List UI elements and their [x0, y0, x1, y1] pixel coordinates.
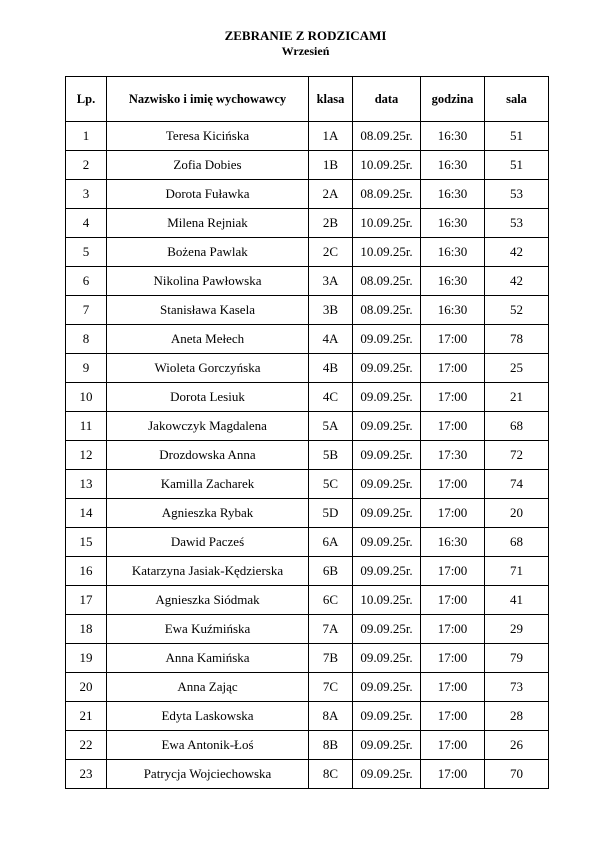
cell-lp: 1: [66, 122, 107, 151]
cell-class: 2A: [309, 180, 353, 209]
table-row: [66, 760, 549, 789]
meetings-table: [65, 76, 549, 789]
cell-time: 16:30: [421, 296, 485, 325]
cell-class: 5B: [309, 441, 353, 470]
cell-time: 17:00: [421, 325, 485, 354]
header-room: sala: [485, 77, 549, 122]
cell-date: 09.09.25r.: [353, 702, 421, 731]
table-row: [66, 296, 549, 325]
cell-room: 70: [485, 760, 549, 789]
cell-date: 10.09.25r.: [353, 238, 421, 267]
cell-lp: 17: [66, 586, 107, 615]
header-lp: Lp.: [66, 77, 107, 122]
cell-room: 68: [485, 412, 549, 441]
cell-time: 16:30: [421, 151, 485, 180]
cell-class: 5A: [309, 412, 353, 441]
cell-teacher: Anna Kamińska: [107, 644, 309, 673]
table-row: [66, 731, 549, 760]
cell-class: 4A: [309, 325, 353, 354]
cell-teacher: Agnieszka Rybak: [107, 499, 309, 528]
cell-room: 51: [485, 122, 549, 151]
cell-lp: 12: [66, 441, 107, 470]
cell-time: 17:00: [421, 470, 485, 499]
cell-room: 74: [485, 470, 549, 499]
cell-teacher: Nikolina Pawłowska: [107, 267, 309, 296]
cell-time: 17:00: [421, 760, 485, 789]
table-row: [66, 673, 549, 702]
cell-date: 09.09.25r.: [353, 673, 421, 702]
table-row: [66, 470, 549, 499]
cell-class: 4B: [309, 354, 353, 383]
table-row: [66, 412, 549, 441]
cell-time: 17:00: [421, 731, 485, 760]
cell-class: 2B: [309, 209, 353, 238]
table-row: [66, 122, 549, 151]
cell-date: 09.09.25r.: [353, 760, 421, 789]
cell-date: 10.09.25r.: [353, 151, 421, 180]
cell-time: 17:00: [421, 702, 485, 731]
cell-class: 8C: [309, 760, 353, 789]
cell-teacher: Dorota Lesiuk: [107, 383, 309, 412]
cell-date: 09.09.25r.: [353, 644, 421, 673]
table-row: [66, 702, 549, 731]
cell-lp: 9: [66, 354, 107, 383]
cell-room: 79: [485, 644, 549, 673]
cell-teacher: Kamilla Zacharek: [107, 470, 309, 499]
cell-time: 16:30: [421, 238, 485, 267]
cell-teacher: Anna Zając: [107, 673, 309, 702]
table-row: [66, 354, 549, 383]
cell-lp: 14: [66, 499, 107, 528]
cell-lp: 22: [66, 731, 107, 760]
cell-time: 16:30: [421, 528, 485, 557]
cell-time: 17:30: [421, 441, 485, 470]
cell-time: 16:30: [421, 180, 485, 209]
cell-date: 08.09.25r.: [353, 296, 421, 325]
table-row: [66, 499, 549, 528]
cell-teacher: Dawid Pacześ: [107, 528, 309, 557]
cell-class: 6B: [309, 557, 353, 586]
cell-teacher: Katarzyna Jasiak-Kędzierska: [107, 557, 309, 586]
cell-class: 6A: [309, 528, 353, 557]
cell-date: 10.09.25r.: [353, 209, 421, 238]
cell-lp: 6: [66, 267, 107, 296]
cell-time: 16:30: [421, 122, 485, 151]
cell-date: 09.09.25r.: [353, 325, 421, 354]
cell-teacher: Agnieszka Siódmak: [107, 586, 309, 615]
table-row: [66, 325, 549, 354]
cell-time: 16:30: [421, 209, 485, 238]
cell-teacher: Wioleta Gorczyńska: [107, 354, 309, 383]
cell-teacher: Teresa Kicińska: [107, 122, 309, 151]
cell-class: 5C: [309, 470, 353, 499]
cell-lp: 23: [66, 760, 107, 789]
cell-room: 72: [485, 441, 549, 470]
cell-teacher: Drozdowska Anna: [107, 441, 309, 470]
table-row: [66, 441, 549, 470]
cell-room: 26: [485, 731, 549, 760]
cell-date: 08.09.25r.: [353, 180, 421, 209]
cell-class: 6C: [309, 586, 353, 615]
cell-time: 17:00: [421, 586, 485, 615]
cell-date: 09.09.25r.: [353, 383, 421, 412]
cell-teacher: Jakowczyk Magdalena: [107, 412, 309, 441]
cell-room: 20: [485, 499, 549, 528]
cell-room: 53: [485, 180, 549, 209]
cell-room: 41: [485, 586, 549, 615]
page-subtitle: Wrzesień: [281, 44, 330, 58]
table-row: [66, 383, 549, 412]
cell-date: 08.09.25r.: [353, 267, 421, 296]
cell-time: 17:00: [421, 644, 485, 673]
cell-lp: 18: [66, 615, 107, 644]
cell-time: 17:00: [421, 354, 485, 383]
cell-class: 3B: [309, 296, 353, 325]
cell-lp: 13: [66, 470, 107, 499]
cell-date: 09.09.25r.: [353, 528, 421, 557]
cell-room: 42: [485, 267, 549, 296]
cell-teacher: Milena Rejniak: [107, 209, 309, 238]
cell-class: 8B: [309, 731, 353, 760]
cell-class: 5D: [309, 499, 353, 528]
cell-class: 8A: [309, 702, 353, 731]
cell-room: 42: [485, 238, 549, 267]
cell-class: 7C: [309, 673, 353, 702]
cell-lp: 4: [66, 209, 107, 238]
cell-room: 25: [485, 354, 549, 383]
cell-teacher: Bożena Pawlak: [107, 238, 309, 267]
cell-class: 2C: [309, 238, 353, 267]
header-teacher: Nazwisko i imię wychowawcy: [107, 77, 309, 122]
cell-date: 09.09.25r.: [353, 731, 421, 760]
cell-lp: 2: [66, 151, 107, 180]
table-row: [66, 180, 549, 209]
cell-room: 71: [485, 557, 549, 586]
cell-teacher: Ewa Kuźmińska: [107, 615, 309, 644]
cell-lp: 16: [66, 557, 107, 586]
table-body: [66, 122, 549, 789]
cell-lp: 21: [66, 702, 107, 731]
cell-room: 53: [485, 209, 549, 238]
cell-class: 7B: [309, 644, 353, 673]
cell-teacher: Patrycja Wojciechowska: [107, 760, 309, 789]
cell-lp: 11: [66, 412, 107, 441]
cell-date: 09.09.25r.: [353, 557, 421, 586]
cell-teacher: Dorota Fuławka: [107, 180, 309, 209]
cell-time: 17:00: [421, 673, 485, 702]
cell-room: 51: [485, 151, 549, 180]
cell-teacher: Aneta Mełech: [107, 325, 309, 354]
header-class: klasa: [309, 77, 353, 122]
table-row: [66, 644, 549, 673]
cell-room: 29: [485, 615, 549, 644]
cell-lp: 7: [66, 296, 107, 325]
cell-class: 4C: [309, 383, 353, 412]
cell-date: 09.09.25r.: [353, 354, 421, 383]
header-date: data: [353, 77, 421, 122]
table-row: [66, 238, 549, 267]
cell-room: 52: [485, 296, 549, 325]
cell-class: 1B: [309, 151, 353, 180]
cell-date: 09.09.25r.: [353, 412, 421, 441]
cell-class: 7A: [309, 615, 353, 644]
cell-teacher: Ewa Antonik-Łoś: [107, 731, 309, 760]
table-row: [66, 209, 549, 238]
cell-date: 09.09.25r.: [353, 615, 421, 644]
cell-lp: 15: [66, 528, 107, 557]
cell-date: 09.09.25r.: [353, 499, 421, 528]
cell-time: 17:00: [421, 383, 485, 412]
cell-lp: 3: [66, 180, 107, 209]
cell-lp: 19: [66, 644, 107, 673]
cell-time: 17:00: [421, 499, 485, 528]
cell-date: 10.09.25r.: [353, 586, 421, 615]
cell-teacher: Edyta Laskowska: [107, 702, 309, 731]
cell-date: 08.09.25r.: [353, 122, 421, 151]
page-title: ZEBRANIE Z RODZICAMI: [224, 28, 387, 43]
table-row: [66, 586, 549, 615]
cell-room: 21: [485, 383, 549, 412]
table-header-row: [66, 77, 549, 122]
cell-lp: 8: [66, 325, 107, 354]
cell-time: 17:00: [421, 557, 485, 586]
cell-time: 17:00: [421, 412, 485, 441]
cell-class: 1A: [309, 122, 353, 151]
cell-date: 09.09.25r.: [353, 470, 421, 499]
table-row: [66, 615, 549, 644]
table-row: [66, 528, 549, 557]
cell-room: 78: [485, 325, 549, 354]
cell-lp: 10: [66, 383, 107, 412]
cell-room: 73: [485, 673, 549, 702]
cell-lp: 20: [66, 673, 107, 702]
cell-time: 16:30: [421, 267, 485, 296]
table-row: [66, 557, 549, 586]
cell-room: 28: [485, 702, 549, 731]
cell-time: 17:00: [421, 615, 485, 644]
cell-class: 3A: [309, 267, 353, 296]
cell-lp: 5: [66, 238, 107, 267]
header-time: godzina: [421, 77, 485, 122]
cell-teacher: Zofia Dobies: [107, 151, 309, 180]
table-row: [66, 151, 549, 180]
table-row: [66, 267, 549, 296]
cell-date: 09.09.25r.: [353, 441, 421, 470]
cell-room: 68: [485, 528, 549, 557]
cell-teacher: Stanisława Kasela: [107, 296, 309, 325]
